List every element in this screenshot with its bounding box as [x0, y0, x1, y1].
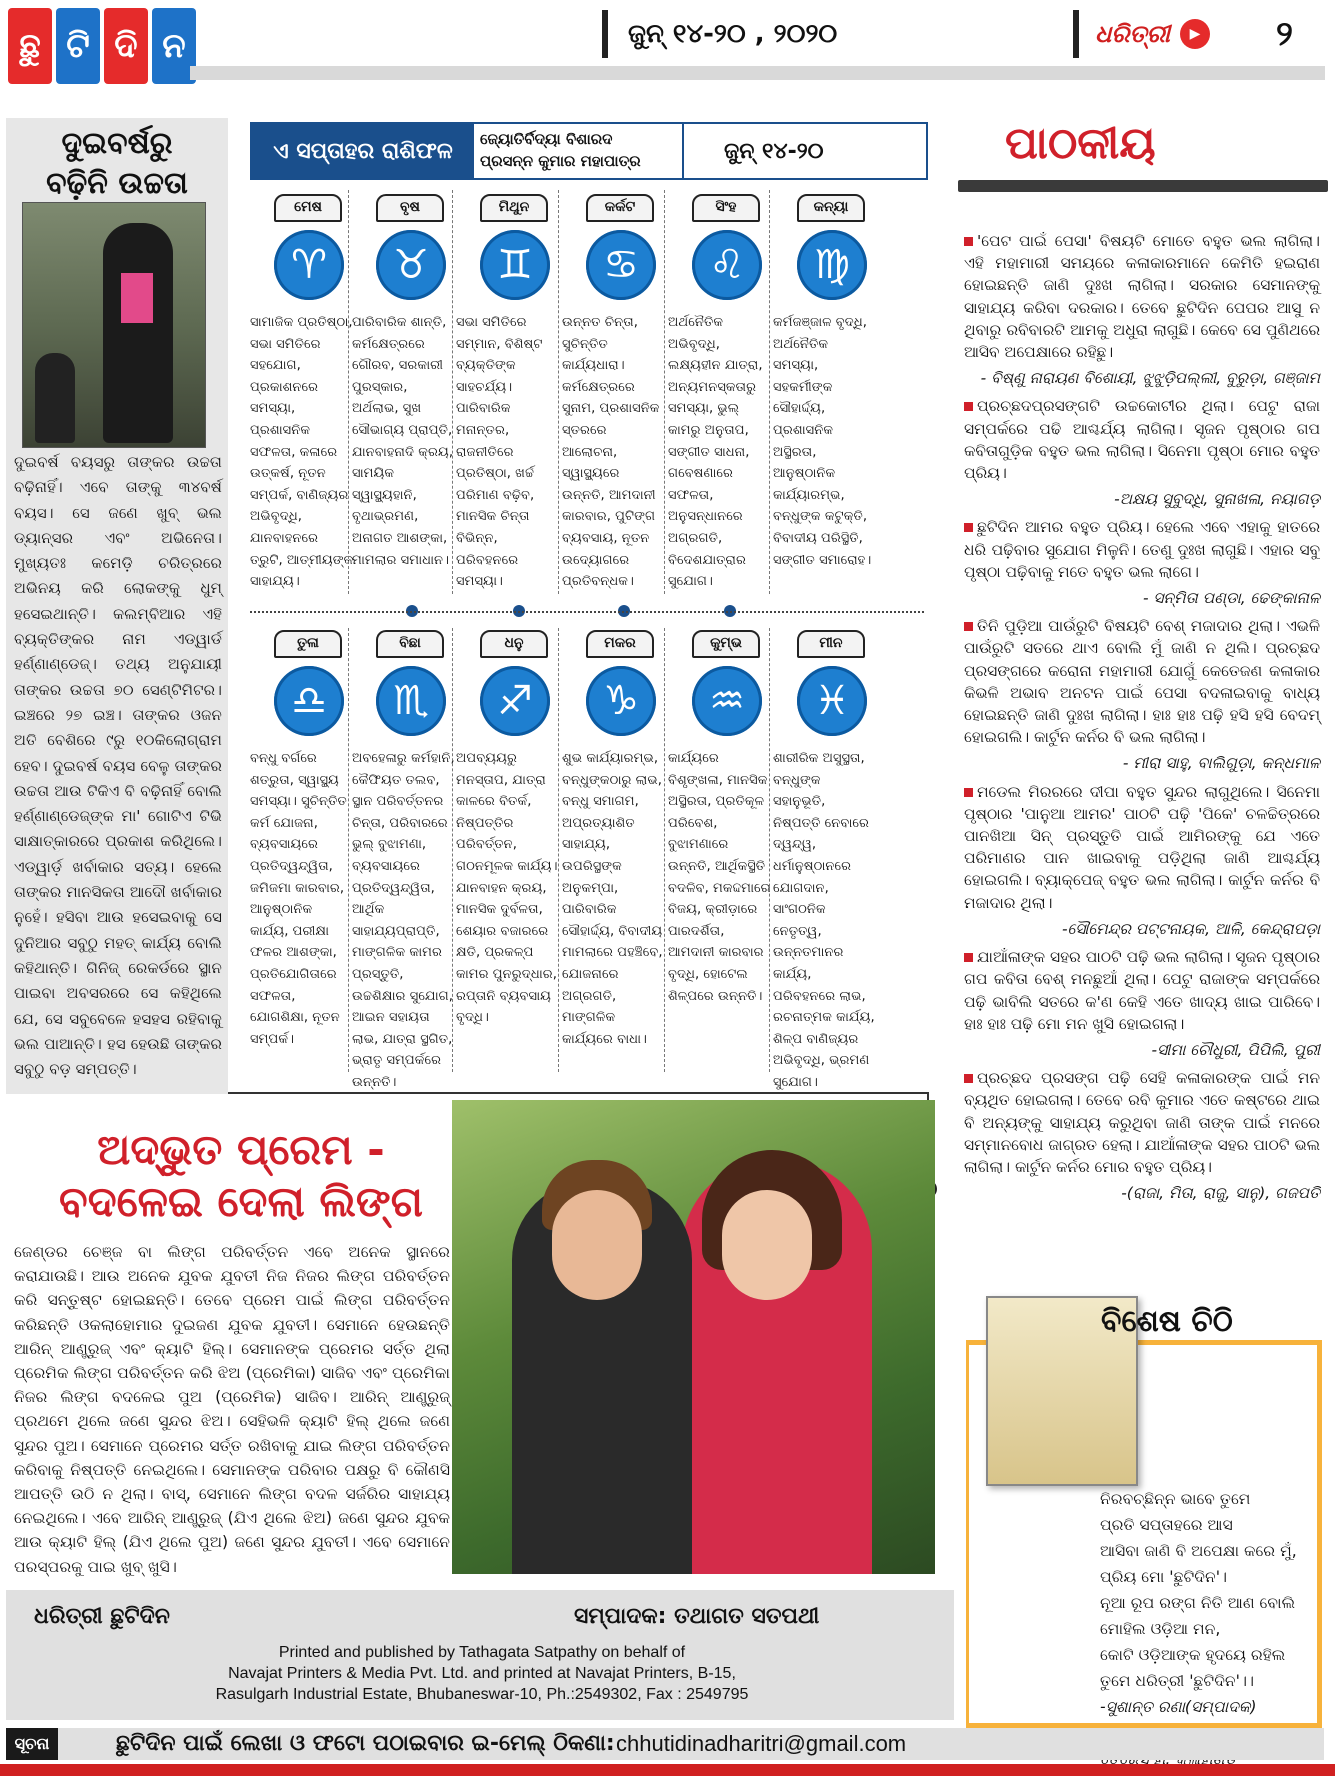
- horoscope-header: [250, 122, 928, 180]
- zodiac-icon: ♐: [480, 666, 550, 736]
- zodiac-forecast: ଶୁଭ କାର୍ଯ୍ୟାରମ୍ଭ, ବନ୍ଧୁଙ୍କଠାରୁ ଲାଭ, ବନ୍ଧୁ ସମାଗମ, ଅପ୍ରତ୍ୟାଶିତ ସାହାଯ୍ୟ, ଉପରିସ୍ଥଙ୍କ ଅନୁକମ୍ପା, ପାରିବାରିକ ସୌହାର୍ଦ୍ଦ୍ୟ, ବିବାଦୀୟ ମାମଲାରେ ପହଞ୍ଚିବେ, ଯୋଜନାରେ ଅଗ୍ରଗତି, ମାଙ୍ଗଳିକ କାର୍ଯ୍ୟରେ ବାଧା।: [562, 751, 663, 1047]
- feature-body: ଜେଣ୍ଡର ଚେଞ୍ଜ ବା ଲିଙ୍ଗ ପରିବର୍ତ୍ତନ ଏବେ ଅନେକ ସ୍ଥାନରେ କରାଯାଉଛି। ଆଉ ଅନେକ ଯୁବକ ଯୁବତୀ ନିଜ ନିଜର ଲିଙ୍ଗ ପରିବର୍ତ୍ତନ କରି ସନ୍ତୁଷ୍ଟ ହୋଇଛନ୍ତି। ତେବେ ପ୍ରେମ ପାଇଁ ଲିଙ୍ଗ ପରିବର୍ତ୍ତନ କରିଛନ୍ତି ଓକଲାହୋମାର ଦୁଇଜଣ ଯୁବକ ଯୁବତୀ। ସେମାନେ ହେଉଛନ୍ତି ଆରିନ୍ ଆଣ୍ଡ୍ରୁଜ୍ ଏବଂ କ୍ୟାଟି ହିଲ୍। ସେମାନଙ୍କ ପ୍ରେମର ସର୍ତ୍ତ ଥିଲା ପ୍ରେମିକ ଲିଙ୍ଗ ପରିବର୍ତ୍ତନ କରି ଝିଅ (ପ୍ରେମିକା) ସାଜିବ ଏବଂ ପ୍ରେମିକା ନିଜର ଲିଙ୍ଗ ବଦଳେଇ ପୁଅ (ପ୍ରେମିକ) ସାଜିବ। ଆରିନ୍ ଆଣ୍ଡ୍ରୁଜ୍ ପ୍ରଥମେ ଥିଲେ ଜଣେ ସୁନ୍ଦର ଝିଅ। ସେହିଭଳି କ୍ୟାଟି ହିଲ୍ ଥିଲେ ଜଣେ ସୁନ୍ଦର ପୁଅ। ସେମାନେ ପ୍ରେମର ସର୍ତ୍ତ ରଖିବାକୁ ଯାଇ ଲିଙ୍ଗ ପରିବର୍ତ୍ତନ କରିବାକୁ ନିଷ୍ପତ୍ତି ନେଇଥିଲେ। ସେମାନଙ୍କ ପରିବାର ପକ୍ଷରୁ ବି କୌଣସି ଆପତ୍ତି ଉଠି ନ ଥିଲା। ବାସ୍, ସେମାନେ ଲିଙ୍ଗ ବଦଳ ସର୍ଜରିର ସାହାଯ୍ୟ ନେଇଥିଲେ। ଏବେ ଆରିନ୍ ଆଣ୍ଡ୍ରୁଜ୍ (ଯିଏ ଥିଲେ ଝିଅ) ଜଣେ ସୁନ୍ଦର ଯୁବକ ଆଉ କ୍ୟାଟି ହିଲ୍ (ଯିଏ ଥିଲେ ପୁଅ) ଜଣେ ସୁନ୍ଦର ଯୁବତୀ। ଏବେ ସେମାନେ ପରସ୍ପରକୁ ପାଇ ଖୁବ୍ ଖୁସି।: [14, 1243, 450, 1576]
- zodiac-name: କର୍କଟ: [586, 194, 654, 222]
- title-line: ଦୁଇବର୍ଷରୁ: [61, 126, 173, 161]
- zodiac-name: ସିଂହ: [692, 194, 760, 222]
- zodiac-name: ଧନୁ: [480, 630, 548, 658]
- zodiac-forecast: ବନ୍ଧୁ ବର୍ଗରେ ଶତ୍ରୁତା, ସ୍ୱାସ୍ଥ୍ୟ ସମସ୍ୟା। ସୁଚିନ୍ତିତ କର୍ମ ଯୋଜନା, ବ୍ୟବସାୟରେ ପ୍ରତିଦ୍ୱନ୍ଦ୍ୱିତା, ଜମିଜମା କାରବାର, ଆନୁଷ୍ଠାନିକ କାର୍ଯ୍ୟ, ପରୀକ୍ଷା ଫଳର ଆଶଙ୍କା, ପ୍ରତିଯୋଗିତାରେ ସଫଳତା, ଯୋଗଶିକ୍ଷା, ନୂତନ ସମ୍ପର୍କ।: [250, 751, 347, 1047]
- poem-line: ନୂଆ ରୂପ ରଙ୍ଗ ନିତି ଆଣ ବୋଲି: [1100, 1594, 1296, 1612]
- title-line: ଅଦ୍ଭୁତ ପ୍ରେମ -: [97, 1125, 385, 1174]
- horoscope-byline: [474, 124, 684, 178]
- zodiac-forecast: ଅପବ୍ୟୟରୁ ମନସ୍ତାପ, ଯାତ୍ରା କାଳରେ ବିତର୍କ, ନିଷ୍ପତ୍ତିର ପରିବର୍ତ୍ତନ, ଗଠନମୂଳକ କାର୍ଯ୍ୟ। ଯାନବାହନ କ୍ରୟ, ମାନସିକ ଦୁର୍ବଳତା, ଶେୟାର ବଜାରରେ କ୍ଷତି, ପ୍ରକଳ୍ପ କାମର ପୁନରୁଦ୍ଧାର, ରପ୍ତାନି ବ୍ୟବସାୟ ବୃଦ୍ଧି।: [456, 751, 558, 1026]
- byline-line: ପ୍ରସନ୍ନ କୁମାର ମହାପାତ୍ର: [480, 152, 641, 170]
- zodiac-icon: ♋: [586, 230, 656, 300]
- poem-line: ତୁମେ ଧରିତ୍ରୀ 'ଛୁଟିଦିନ'।।: [1100, 1672, 1254, 1690]
- horoscope-range: ଜୁନ୍ ୧୪-୨୦: [724, 138, 824, 164]
- pathakiya-rule: [958, 180, 1328, 192]
- connector-line: [228, 1092, 928, 1094]
- play-icon: ▶: [1180, 19, 1210, 49]
- bottom-rule: [0, 1764, 1335, 1776]
- letter-signature: -ଅକ୍ଷୟ ସୁବୁଦ୍ଧି, ସୁନାଖଳା, ନୟାଗଡ଼: [1114, 490, 1320, 509]
- letter-text: 'ପେଟ ପାଇଁ ପେସା' ବିଷୟଟି ମୋତେ ବହୁତ ଭଲ ଲାଗିଲା। ଏହି ମହାମାରୀ ସମୟରେ କଳାକାରମାନେ କେମିତି ହଇରାଣ ହୋଇଛନ୍ତି ଜାଣି ଦୁଃଖ ଲାଗିଲା। ସରକାର ସେମାନଙ୍କୁ ସାହାଯ୍ୟ କରିବା ଦରକାର। ତେବେ ଛୁଟିଦିନ ପେପର ଆସୁ ନ ଥିବାରୁ ରବିବାରଟି ଆମକୁ ଅଧୁରା ଲାଗୁଛି। କେବେ ସେ ପୁଣିଥରେ ଆସିବ ଅପେକ୍ଷାରେ ରହିଛୁ।: [964, 232, 1320, 362]
- left-story-photo: [22, 202, 206, 448]
- column-divider: [769, 190, 770, 594]
- reader-letter: [964, 395, 1320, 484]
- bullet-square-icon: [964, 1074, 973, 1083]
- feature-title: [32, 1124, 450, 1228]
- zodiac-icon: ♎: [274, 666, 344, 736]
- logo-letter: ଟି: [56, 8, 100, 84]
- imprint-brand: ଧରିତ୍ରୀ ଛୁଟିଦିନ: [34, 1604, 170, 1629]
- zodiac-forecast: ସଭା ସମିତିରେ ସମ୍ମାନ, ବିଶିଷ୍ଟ ବ୍ୟକ୍ତିଙ୍କ ସାହଚର୍ଯ୍ୟ। ପାରିବାରିକ ମନାନ୍ତର, ରାଜନୀତିରେ ପ୍ରତିଷ୍ଠା, ଖର୍ଚ୍ଚ ପରିମାଣ ବଢ଼ିବ, ମାନସିକ ଚିନ୍ତା ବିଭିନ୍ନ, ପରିବହନରେ ସମସ୍ୟା।: [456, 315, 543, 590]
- photo-figure: [103, 223, 173, 443]
- brand-name: ଧରିତ୍ରୀ: [1095, 20, 1170, 48]
- zodiac-icon: ♌: [692, 230, 762, 300]
- bullet-square-icon: [964, 622, 973, 631]
- reader-letter: [964, 230, 1320, 363]
- bullet-square-icon: [964, 523, 973, 532]
- photo-face: [552, 1190, 642, 1300]
- column-divider: [558, 628, 559, 1072]
- bullet-square-icon: [964, 237, 973, 246]
- poem-line: କୋଟି ଓଡ଼ିଆଙ୍କ ହୃଦୟେ ରହିଲ: [1100, 1646, 1286, 1664]
- reader-letter: [964, 516, 1320, 583]
- letter-signature: -ସୌମେନ୍ଦ୍ର ପଟ୍ଟନାୟକ, ଆଳି, କେନ୍ଦ୍ରାପଡ଼ା: [1062, 919, 1320, 938]
- bullet-square-icon: [964, 953, 973, 962]
- zodiac-forecast: ଉନ୍ନତ ଚିନ୍ତା, ସୁଚିନ୍ତିତ କାର୍ଯ୍ୟଧାରା। କର୍ମକ୍ଷେତ୍ରରେ ସୁନାମ, ପ୍ରଶାସନିକ ସ୍ତରରେ ଆଲୋଚନା, ସ୍ୱାସ୍ଥ୍ୟରେ ଉନ୍ନତି, ଆମଦାନୀ କାରବାର, ପୁଟିଙ୍ଗ ବ୍ୟବସାୟ, ନୂତନ ଉଦ୍ୟୋଗରେ ପ୍ରତିବନ୍ଧକ।: [562, 315, 660, 590]
- masthead-rule: [190, 66, 1325, 80]
- photo-face: [722, 1190, 812, 1300]
- zodiac-name: କୁମ୍ଭ: [692, 630, 760, 658]
- column-divider: [348, 190, 349, 594]
- title-line: ବଢ଼ିନି ଉଚ୍ଚତା: [46, 166, 188, 201]
- zodiac-forecast: ସାମାଜିକ ପ୍ରତିଷ୍ଠା, ସଭା ସମିତିରେ ସହଯୋଗ, ପ୍ରକାଶନରେ ସମସ୍ୟା, ପ୍ରଶାସନିକ ସଫଳତା, କଳାରେ ଉତ୍କର୍ଷ, ନୂତନ ସମ୍ପର୍କ, ବାଣିଜ୍ୟର ଅଭିବୃଦ୍ଧି, ଯାନବାହନରେ ତ୍ରୁଟି, ଆତ୍ମୀୟଙ୍କ ସାହାଯ୍ୟ।: [250, 315, 354, 590]
- zodiac-forecast: ଅବହେଳାରୁ କର୍ମହାନି, କୈଫିୟତ ତଲବ, ସ୍ଥାନ ପରିବର୍ତ୍ତନର ଚିନ୍ତା, ପରିବାରରେ ଭୁଲ୍ ବୁଝାମଣା, ବ୍ୟବସାୟରେ ପ୍ରତିଦ୍ୱନ୍ଦ୍ୱିତା, ଆର୍ଥିକ ସାହାଯ୍ୟପ୍ରାପ୍ତି, ମାଙ୍ଗଳିକ କାମର ପ୍ରସ୍ତୁତି, ଉଚ୍ଚଶିକ୍ଷାର ସୁଯୋଗ, ଆଇନ ସହାୟତା ଲାଭ, ଯାତ୍ରା ସ୍ଥଗିତ, ଭ୍ରାତୃ ସମ୍ପର୍କରେ ଉନ୍ନତି।: [352, 751, 455, 1090]
- zodiac-name: ବୃଷ: [376, 194, 444, 222]
- zodiac-icon: ♑: [586, 666, 656, 736]
- page-number: ୨: [1276, 14, 1293, 54]
- zodiac-name: ମିଥୁନ: [480, 194, 548, 222]
- bullet-square-icon: [964, 402, 973, 411]
- left-story-body: ଦୁଇବର୍ଷ ବୟସରୁ ତାଙ୍କର ଉଚ୍ଚତା ବଢ଼ିନାହିଁ। ଏବେ ତାଙ୍କୁ ୩୪ବର୍ଷ ବୟସ। ସେ ଜଣେ ଖୁବ୍ ଭଲ ଡ୍ୟାନ୍ସର ଏବଂ ଅଭିନେତା। ମୁଖ୍ୟତଃ କମେଡ଼ି ଚରିତ୍ରରେ ଅଭିନୟ କରି ଲୋକଙ୍କୁ ଧୁମ୍ ହସେଇଥାନ୍ତି। କଲମ୍ବିଆର ଏହି ବ୍ୟକ୍ତିଙ୍କର ନାମ ଏଡ୍‌ୱାର୍ଡ ହର୍ଣ୍ଣାଣ୍ଡେଜ୍। ତଥ୍ୟ ଅନୁଯାୟୀ ତାଙ୍କର ଉଚ୍ଚତା ୭୦ ସେଣ୍ଟିମିଟର। ଇଞ୍ଚରେ ୨୭ ଇଞ୍ଚ। ତାଙ୍କର ଓଜନ ଅତି ବେଶିରେ ୯ରୁ ୧୦କିଲୋଗ୍ରାମ ହେବ। ଦୁଇବର୍ଷ ବୟସ ବେଳୁ ତାଙ୍କର ଉଚ୍ଚତା ଆଉ ଟିକିଏ ବି ବଢ଼ିନାହିଁ ବୋଲି ହର୍ଣ୍ଣାଣ୍ଡେଜ୍‌ଙ୍କ ମା' ଗୋଟିଏ ଟିଭି ସାକ୍ଷାତ୍‌କାରରେ ପ୍ରକାଶ କରିଥିଲେ। ଏଡ୍‌ୱାର୍ଡ଼ ଖର୍ବାକାର ସତ୍ୟ। ହେଲେ ତାଙ୍କର ମାନସିକତା ଆଦୌ ଖର୍ବାକାର ନୁହେଁ। ହସିବା ଆଉ ହସେଇବାକୁ ସେ ଦୁନିଆର ସବୁଠୁ ମହତ୍ କାର୍ଯ୍ୟ ବୋଲି କହିଥାନ୍ତି। ଗିନିଜ୍ ରେକର୍ଡରେ ସ୍ଥାନ ପାଇବା ଅବସରରେ ସେ କହିଥିଲେ ଯେ, ସେ ସବୁବେଳେ ହସହସ ରହିବାକୁ ଭଲ ପାଆନ୍ତି। ହସ ହେଉଛି ତାଙ୍କର ସବୁଠୁ ବଡ଼ ସମ୍ପତ୍ତି।: [14, 453, 222, 1079]
- letter-signature: -ସୀମା ଚୌଧୁରୀ, ପିପିଲି, ପୁରୀ: [1151, 1040, 1320, 1059]
- photo-figure-small: [35, 353, 75, 443]
- letter-text: ପ୍ରଚ୍ଛଦ ପ୍ରସଙ୍ଗ ପଢ଼ି ସେହି କଳାକାରଙ୍କ ପାଇଁ ମନ ବ୍ୟଥିତ ହୋଇଗଲା। ତେବେ ରବି କୁମାର ଏତେ କଷ୍ଟରେ ଥାଇ ବି ଅନ୍ୟଙ୍କୁ ସାହାଯ୍ୟ କରୁଥିବା ଜାଣି ତାଙ୍କ ପାଇଁ ମନରେ ସମ୍ମାନବୋଧ ଜାଗ୍ରତ ହେଲା। ଯାଆଁଳାଙ୍କ ସହର ପାଠଟି ଭଲ ଲାଗିଲା। କାର୍ଟୁନ କର୍ନର ମୋର ବହୁତ ପ୍ରିୟ।: [964, 1069, 1320, 1176]
- notice-strip: [6, 1728, 1324, 1760]
- zodiac-name: ବିଛା: [376, 630, 444, 658]
- zodiac-icon: ♒: [692, 666, 762, 736]
- zodiac-icon: ♏: [376, 666, 446, 736]
- masthead-logo: [8, 8, 196, 84]
- zodiac-forecast: କର୍ମଜଞ୍ଜାଳ ବୃଦ୍ଧି, ଅର୍ଥନୈତିକ ସମସ୍ୟା, ସହକର୍ମୀଙ୍କ ସୌହାର୍ଦ୍ଦ୍ୟ, ପ୍ରଶାସନିକ ଅସ୍ଥିରତା, ଆନୁଷ୍ଠାନିକ କାର୍ଯ୍ୟାରମ୍ଭ, ବନ୍ଧୁଙ୍କ କଟୁକ୍ତି, ବିବାଦୀୟ ପରିସ୍ଥିତି, ସଙ୍ଗୀତ ସମାରୋହ।: [773, 315, 872, 568]
- imprint-line: Rasulgarh Industrial Estate, Bhubaneswar-10, Ph.:2549302, Fax : 2549795: [215, 1686, 749, 1703]
- special-letter-title: ବିଶେଷ ଚିଠି: [1101, 1304, 1233, 1339]
- zodiac-name: କନ୍ୟା: [797, 194, 865, 222]
- zodiac-name: ମେଷ: [274, 194, 342, 222]
- column-divider: [664, 628, 665, 1072]
- poem-line: ନିରବଚ୍ଛିନ୍ନ ଭାବେ ତୁମେ: [1100, 1490, 1251, 1508]
- poem-line: ପ୍ରିୟ ମୋ 'ଛୁଟିଦିନ'।: [1100, 1568, 1228, 1586]
- letter-text: ତିନି ପୁଡ଼ିଆ ପାଉଁରୁଟି ବିଷୟଟି ବେଶ୍ ମଜାଦାର ଥିଲା। ଏଭଳି ପାଉଁରୁଟି ସତରେ ଥାଏ ବୋଲି ମୁଁ ଜାଣି ନ ଥିଲି। ପ୍ରଚ୍ଛଦ ପ୍ରସଙ୍ଗରେ କରୋନା ମହାମାରୀ ଯୋଗୁଁ କେତେଜଣ କଳାକାର କିଭଳି ଅଭାବ ଅନଟନ ପାଇଁ ପେସା ବଦଳାଇବାକୁ ବାଧ୍ୟ ହୋଇଛନ୍ତି ଜାଣି ଦୁଃଖ ଲାଗିଲା। ହାଃ ହାଃ ପଢ଼ି ହସି ହସି ବେଦମ୍ ହୋଇଗଲି। କାର୍ଟୁନ କର୍ନର ବି ଭଲ ଲାଗିଲା।: [964, 617, 1320, 747]
- zodiac-name: ମୀନ: [797, 630, 865, 658]
- column-divider: [769, 628, 770, 1072]
- horoscope-title: ଏ ସପ୍ତାହର ରାଶିଫଳ: [252, 124, 474, 178]
- reader-letter: [964, 1067, 1320, 1178]
- zodiac-forecast: କାର୍ଯ୍ୟରେ ବିଶୃଙ୍ଖଳା, ମାନସିକ ଅସ୍ଥିରତା, ପ୍ରତିକୂଳ ପରିବେଶ, ବୁଝାମଣାରେ ଉନ୍ନତି, ଆର୍ଥିକସ୍ଥିତି ବଦଳିବ, ମକଦ୍ଦମାରେ ବିଜୟ, କ୍ରୀଡ଼ାରେ ପାରଦର୍ଶିତା, ଆମଦାନୀ କାରବାର ବୃଦ୍ଧି, ହୋଟେଲ ଶିଳ୍ପରେ ଉନ୍ନତି।: [668, 751, 771, 1004]
- pathakiya-title: ପାଠକୀୟ: [1005, 118, 1156, 169]
- logo-letter: ଛୁ: [8, 8, 52, 84]
- imprint-text: [112, 1642, 852, 1705]
- letter-signature: -(ରାଜା, ମିତା, ରାଜୁ, ସାନୁ), ଗଜପତି: [1121, 1184, 1320, 1203]
- reader-letter: [964, 615, 1320, 748]
- imprint-editor: ସମ୍ପାଦକ: ତଥାଗତ ସତପଥୀ: [574, 1604, 820, 1629]
- imprint-line: Navajat Printers & Media Pvt. Ltd. and printed at Navajat Printers, B-15,: [228, 1665, 736, 1682]
- zodiac-forecast: ଅର୍ଥନୈତିକ ଅଭିବୃଦ୍ଧି, ଲକ୍ଷ୍ୟହୀନ ଯାତ୍ରା, ଅନ୍ୟମନସ୍କତାରୁ ସମସ୍ୟା, ଭୁଲ୍ କାମରୁ ଅନୁତାପ, ସଙ୍ଗୀତ ସାଧନା, ଗବେଷଣାରେ ସଫଳତା, ଅନୁସନ୍ଧାନରେ ଅଗ୍ରଗତି, ବିଦେଶଯାତ୍ରାର ସୁଯୋଗ।: [668, 315, 763, 590]
- logo-letter: ନ: [152, 8, 196, 84]
- column-divider: [664, 190, 665, 594]
- poem-line: ଆସିବା ଜାଣି ବି ଅପେକ୍ଷା କରେ ମୁଁ,: [1100, 1542, 1297, 1560]
- letter-text: ପ୍ରଚ୍ଛଦପ୍ରସଙ୍ଗଟି ଉଚ୍ଚକୋଟୀର ଥିଲା। ପେଟୁ ରାଜା ସମ୍ପର୍କରେ ପଢି ଆଶ୍ଚର୍ଯ୍ୟ ଲାଗିଲା। ସୃଜନ ପୃଷ୍ଠାର ଗପ କବିତାଗୁଡ଼ିକ ବହୁତ ଭଲ ଲାଗିଲା। ସିନେମା ପୃଷ୍ଠା ମୋର ବହୁତ ପ୍ରିୟ।: [964, 397, 1320, 483]
- couple-photo: [452, 1100, 935, 1574]
- zodiac-name: ତୁଳା: [274, 630, 342, 658]
- letters-list: [964, 230, 1320, 1210]
- column-divider: [558, 190, 559, 594]
- zodiac-icon: ♈: [274, 230, 344, 300]
- column-divider: [348, 628, 349, 1072]
- zodiac-icon: ♉: [376, 230, 446, 300]
- letter-signature: - ମୀରା ସାହୁ, ବାଲିଗୁଡ଼ା, କନ୍ଧମାଳ: [1122, 754, 1320, 773]
- logo-letter: ଦି: [104, 8, 148, 84]
- letter-signature: - ବିଷ୍ଣୁ ନାରାୟଣ ବିଶୋୟୀ, ଝୁଝୁଡ଼ିପଲ୍ଲୀ, ବୁରୁଡ଼ା, ଗଞ୍ଜାମ: [980, 369, 1320, 388]
- bullet-square-icon: [964, 788, 973, 797]
- notice-email[interactable]: chhutidinadharitri@gmail.com: [616, 1731, 907, 1756]
- zodiac-forecast: ଶାରୀରିକ ଅସୁସ୍ଥତା, ବନ୍ଧୁଙ୍କ ସହାନୁଭୂତି, ନିଷ୍ପତ୍ତି ନେବାରେ ଦ୍ୱନ୍ଦ୍ୱ, ଧର୍ମାନୁଷ୍ଠାନରେ ଯୋଗଦାନ, ସାଂଗଠନିକ ନେତୃତ୍ୱ, ଉନ୍ନତମାନର କାର୍ଯ୍ୟ, ପରିବହନରେ ଲାଭ, ରଚନାତ୍ମକ କାର୍ଯ୍ୟ, ଶିଳ୍ପ ବାଣିଜ୍ୟର ଅଭିବୃଦ୍ଧି, ଭ୍ରମଣ ସୁଯୋଗ।: [773, 751, 875, 1090]
- reader-letter: [964, 946, 1320, 1035]
- notice-label: ସୂଚନା: [6, 1728, 58, 1760]
- poem-signature: -ସୁଶାନ୍ତ ରଣା(ସମ୍ପାଦକ): [1100, 1698, 1257, 1716]
- poem-line: ମୋହିଲ ଓଡ଼ିଆ ମନ,: [1100, 1620, 1221, 1638]
- letter-signature: - ସନ୍ମିତା ପଣ୍ଡା, ଢେଙ୍କାନାଳ: [1142, 589, 1320, 608]
- zodiac-icon: ♍: [797, 230, 867, 300]
- poem-line: ପ୍ରତି ସପ୍ତାହରେ ଆସ: [1100, 1516, 1233, 1534]
- left-story-title: [14, 124, 220, 204]
- notice-text: ଛୁଟିଦିନ ପାଇଁ ଲେଖା ଓ ଫଟୋ ପଠାଇବାର ଇ-ମେଲ୍ ଠିକଣା:: [116, 1731, 615, 1756]
- byline-line: ଜ୍ୟୋତିର୍ବିଦ୍ୟା ବିଶାରଦ: [480, 130, 613, 148]
- column-divider: [452, 190, 453, 594]
- reader-letter: [964, 781, 1320, 914]
- zodiac-forecast: ପାରିବାରିକ ଶାନ୍ତି, କର୍ମକ୍ଷେତ୍ରରେ ଗୌରବ, ସରକାରୀ ପୁରସ୍କାର, ଅର୍ଥଲାଭ, ସୁଖ ସୌଭାଗ୍ୟ ପ୍ରାପ୍ତି, ଯାନବାହନାଦି କ୍ରୟ, ସାମୟିକ ସ୍ୱାସ୍ଥ୍ୟହାନି, ବୃଥାଭ୍ରମଣ, ଅନାଗତ ଆଶଙ୍କା, ମାମଲାର ସମାଧାନ।: [352, 315, 454, 568]
- letter-text: ଛୁଟିଦିନ ଆମର ବହୁତ ପ୍ରିୟ। ହେଲେ ଏବେ ଏହାକୁ ହାତରେ ଧରି ପଢ଼ିବାର ସୁଯୋଗ ମିଳୁନି। ତେଣୁ ଦୁଃଖ ଲାଗୁଛି। ଏହାର ସବୁ ପୃଷ୍ଠା ପଢ଼ିବାକୁ ମତେ ବହୁତ ଭଲ ଲାଗେ।: [964, 518, 1320, 581]
- column-divider: [452, 628, 453, 1072]
- issue-date: ଜୁନ୍ ୧୪-୨୦ , ୨୦୨୦: [602, 10, 837, 58]
- letter-text: ମଡେଲ ମିରରରେ ଦୀପା ବହୁତ ସୁନ୍ଦର ଲାଗୁଥିଲେ। ସିନେମା ପୃଷ୍ଠାର 'ପାନୁଆ ଆମର' ପାଠଟି ପଢ଼ି 'ପିକେ' ଚଳଚ୍ଚିତ୍ରରେ ପାନଖିଆ ସିନ୍ ପ୍ରସ୍ତୁତି ପାଇଁ ଆମିରଙ୍କୁ ଯେ ଏତେ ପରିମାଣର ପାନ ଖାଇବାକୁ ପଡ଼ିଥିଲା ଜାଣି ଆଶ୍ଚର୍ଯ୍ୟ ହୋଇଗଲି। ବ୍ୟାକ୍‌ପେଜ୍ ବହୁତ ଭଲ ଲାଗିଲା। କାର୍ଟୁନ କର୍ନର ବି ମଜାଦାର ଥିଲା।: [964, 782, 1320, 912]
- imprint-line: Printed and published by Tathagata Satpathy on behalf of: [278, 1644, 686, 1661]
- horoscope-divider: [250, 611, 924, 613]
- zodiac-icon: ♊: [480, 230, 550, 300]
- title-line: ବଦଳେଇ ଦେଲା ଲିଙ୍ଗ: [59, 1177, 423, 1226]
- zodiac-icon: ♓: [797, 666, 867, 736]
- zodiac-name: ମକର: [586, 630, 654, 658]
- letter-text: ଯାଆଁଳାଙ୍କ ସହର ପାଠଟି ପଢ଼ି ଭଲ ଲାଗିଲା। ସୃଜନ ପୃଷ୍ଠାର ଗପ କବିତା ବେଶ୍ ମନଛୁଆଁ ଥିଲା। ପେଟୁ ରାଜାଙ୍କ ସମ୍ପର୍କରେ ପଢ଼ି ଭାବିଲି ସତରେ କ'ଣ କେହି ଏତେ ଖାଦ୍ୟ ଖାଇ ପାରିବେ। ହାଃ ହାଃ ପଢ଼ି ମୋ ମନ ଖୁସି ହୋଇଗଲା।: [964, 948, 1320, 1033]
- photo-detail: [121, 273, 153, 323]
- brand-logo: [1073, 10, 1210, 58]
